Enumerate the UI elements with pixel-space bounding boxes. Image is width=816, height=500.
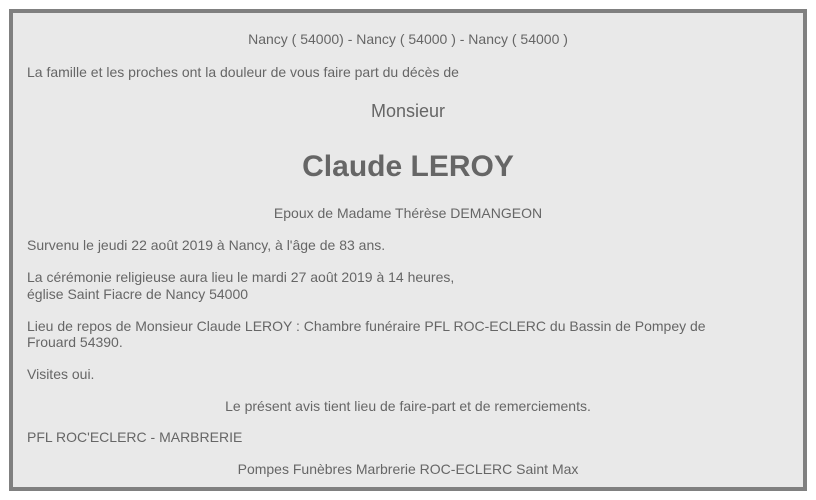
death-details: Survenu le jeudi 22 août 2019 à Nancy, à l'âge de 83 ans. — [27, 237, 386, 253]
ceremony-line-2: église Saint Fiacre de Nancy 54000 — [27, 286, 249, 302]
ceremony-line-1: La cérémonie religieuse aura lieu le mardi 27 août 2019 à 14 heures, — [27, 269, 455, 285]
locations-line: Nancy ( 54000) - Nancy ( 54000 ) - Nancy ( 54000 ) — [248, 31, 568, 47]
funeral-home-text: Pompes Funèbres Marbrerie ROC-ECLERC Saint Max — [237, 461, 579, 477]
intro-text: La famille et les proches ont la douleur de vous faire part du décès de — [27, 64, 459, 80]
visits-text: Visites oui. — [27, 366, 95, 382]
company-text: PFL ROC'ECLERC - MARBRERIE — [27, 429, 243, 445]
obituary-notice — [9, 9, 807, 491]
rest-place-text: Lieu de repos de Monsieur Claude LEROY : Chambre funéraire PFL ROC-ECLERC du Bassin de Pompey de Frouard 54390. — [27, 318, 706, 350]
honorific-title: Monsieur — [370, 101, 446, 121]
deceased-name: Claude LEROY — [302, 150, 514, 183]
spouse-line: Epoux de Madame Thérèse DEMANGEON — [273, 205, 543, 221]
thanks-text: Le présent avis tient lieu de faire-part et de remerciements. — [225, 398, 591, 414]
